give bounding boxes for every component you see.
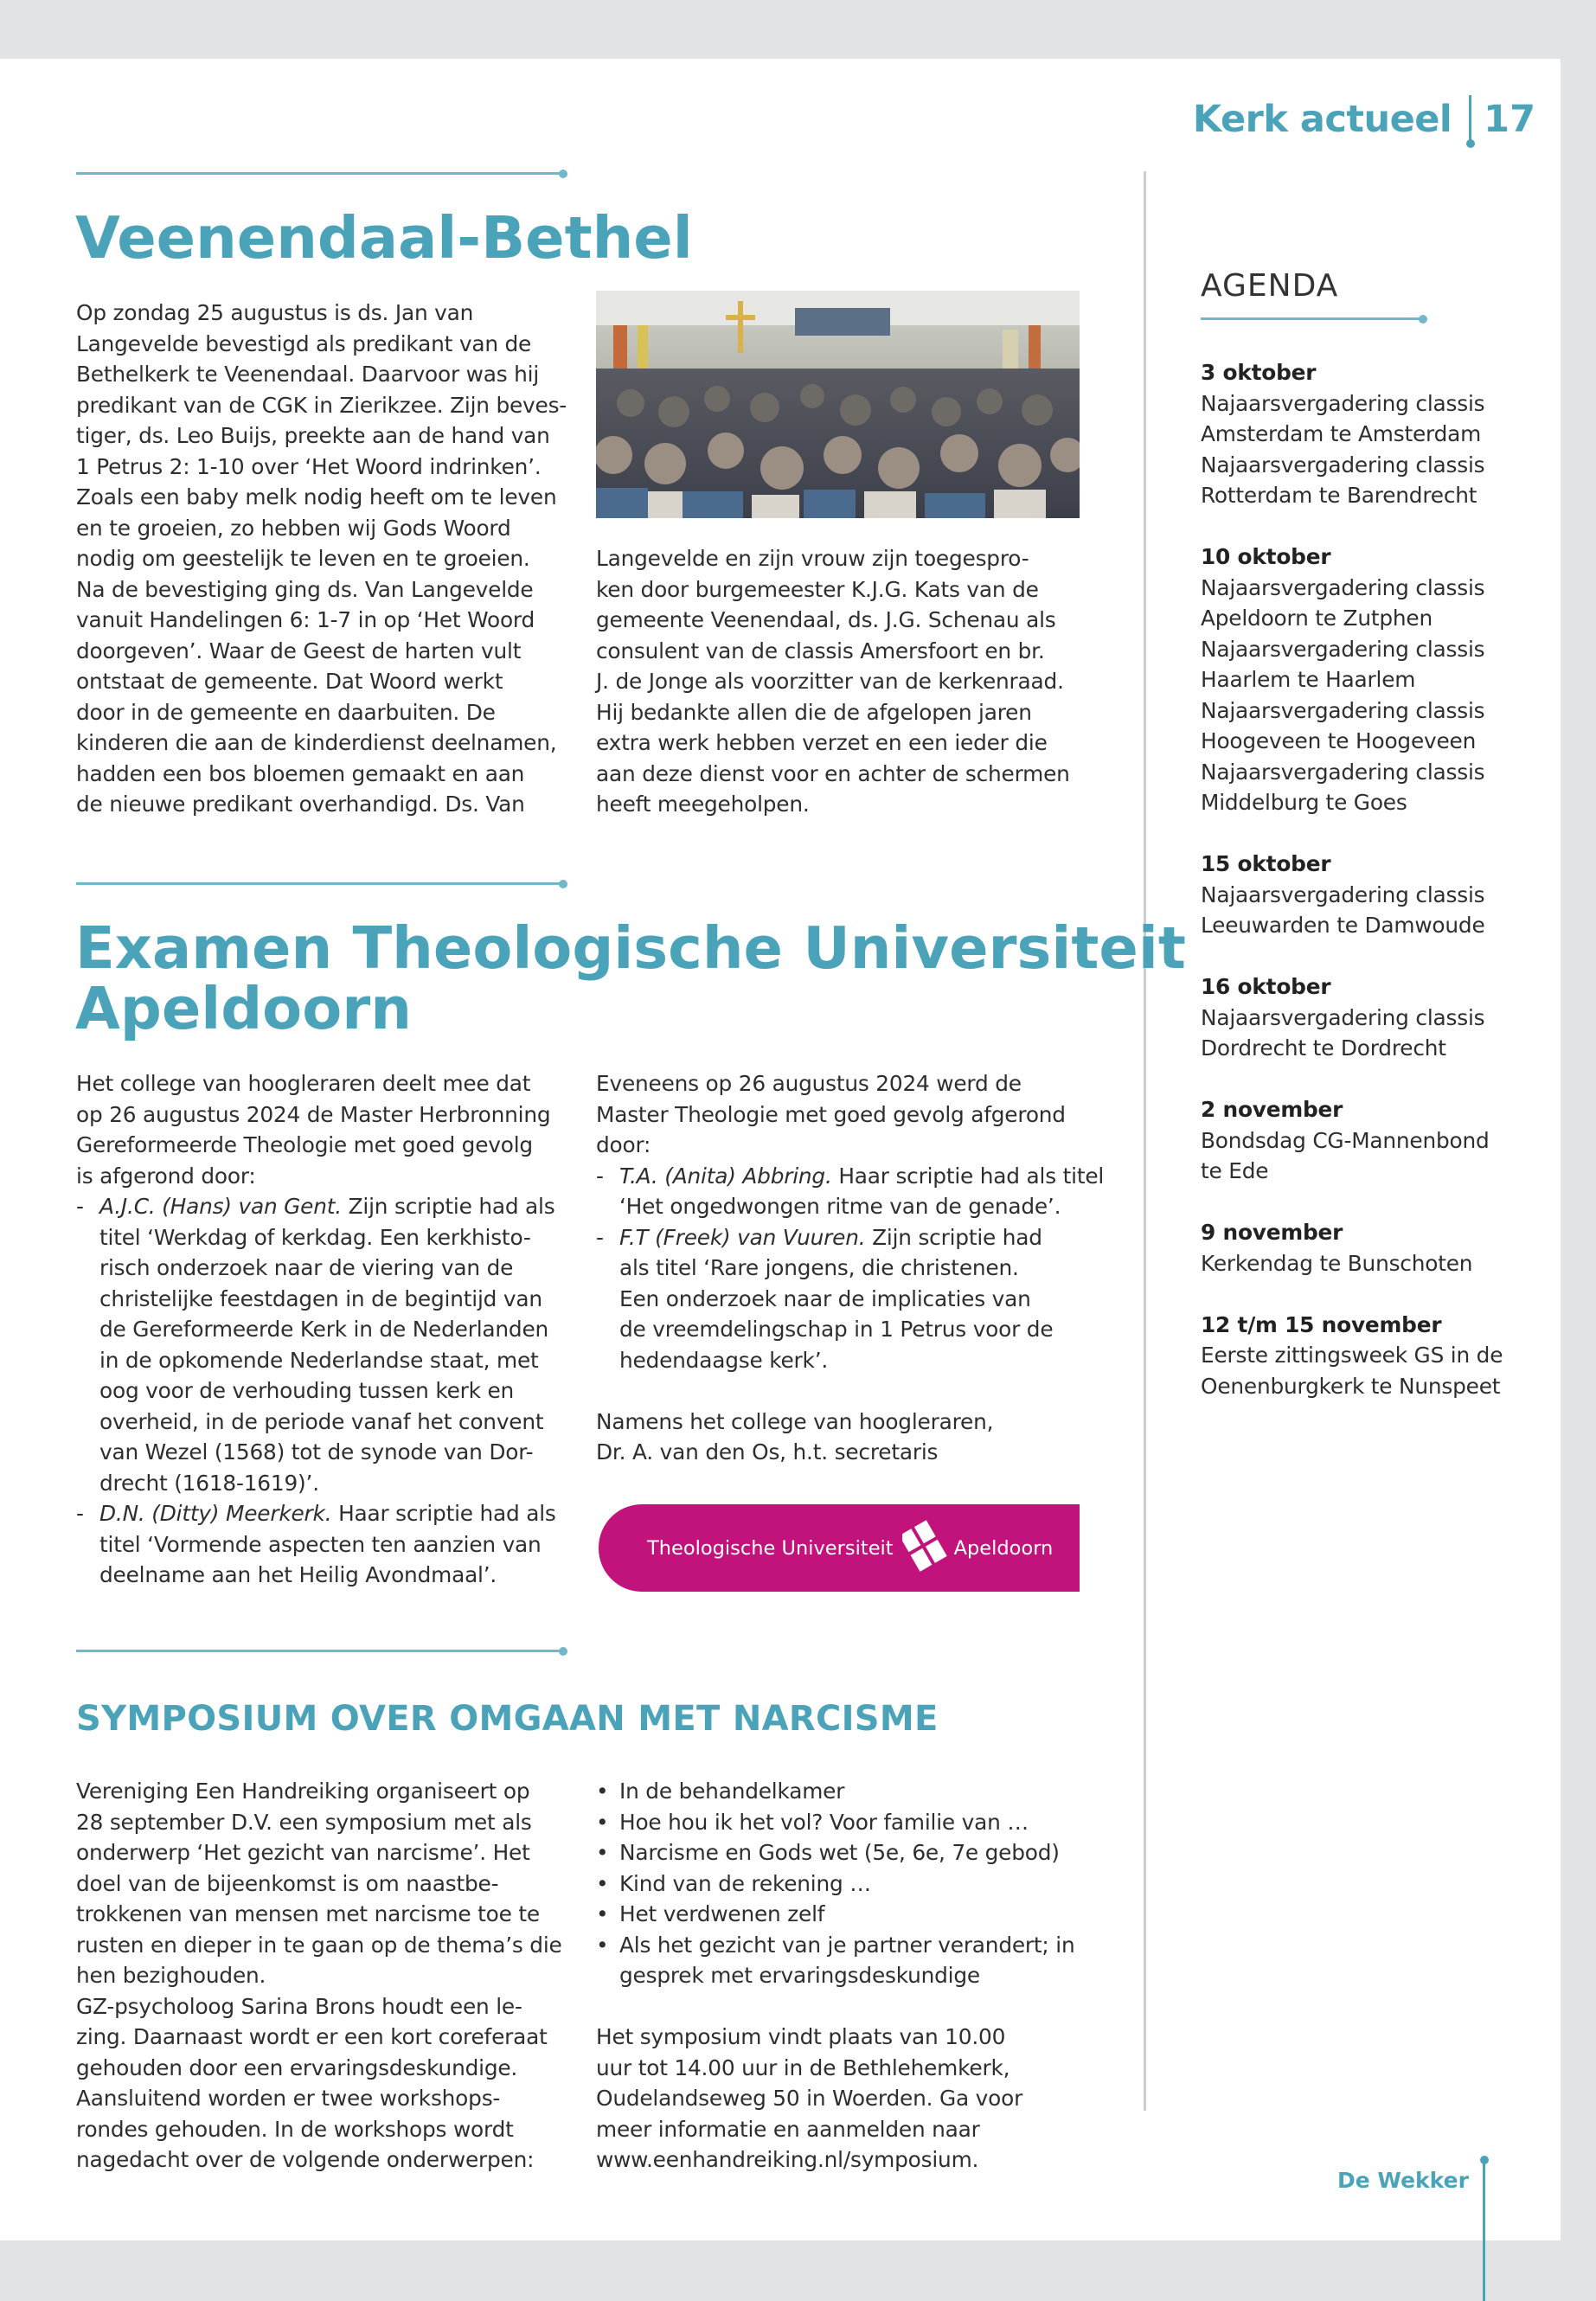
text-line: als titel ‘Rare jongens, die christenen. [619,1255,1019,1280]
page-number: 17 [1484,98,1535,141]
text-line: Haar scriptie had als titel [831,1163,1105,1189]
header-separator [1469,95,1471,144]
article2-right-column [596,1068,1115,1468]
text-line: van Wezel (1568) tot de synode van Dor- [99,1439,534,1465]
text-line: is afgerond door: [76,1163,256,1189]
text-line: gemeente Veenendaal, ds. J.G. Schenau als [596,607,1056,632]
text-line: Gereformeerde Theologie met goed gevolg [76,1132,533,1157]
text-line: hedendaagse kerk’. [619,1347,829,1373]
text-line: door: [596,1132,651,1157]
text-line: Najaarsvergadering classis [1201,759,1485,785]
article-title-line1: Examen Theologische Universiteit [75,914,1186,982]
text-line: ken door burgemeester K.J.G. Kats van de [596,576,1039,602]
text-line: doel van de bijeenkomst is om naastbe- [76,1870,499,1896]
magazine-name: De Wekker [1337,2168,1469,2193]
text-line: rondes gehouden. In de workshops wordt [76,2116,514,2142]
article3-left-column [76,1776,586,2176]
text-line: Najaarsvergadering classis [1201,881,1485,907]
text-line: In de behandelkamer [619,1779,845,1804]
text-line: de vreemdelingschap in 1 Petrus voor de [619,1317,1054,1342]
text-line: Kerkendag te Bunschoten [1201,1250,1473,1276]
section-rule [76,882,564,885]
text-line: 28 september D.V. een symposium met als [76,1809,532,1835]
text-line: overheid, in de periode vanaf het convent [99,1408,544,1434]
text-line: Apeldoorn te Zutphen [1201,606,1433,631]
text-line: Najaarsvergadering classis [1201,574,1485,600]
graduate-name: D.N. (Ditty) Meerkerk. [99,1501,332,1526]
text-line: door in de gemeente en daarbuiten. De [76,699,496,725]
event-date: 12 t/m 15 november [1201,1311,1442,1337]
article1-left-column [76,298,578,820]
graduate-name: F.T (Freek) van Vuuren. [619,1224,866,1250]
workshop-list [596,1776,1115,1991]
text-line: drecht (1618-1619)’. [99,1470,319,1496]
church-service-photo [596,291,1080,518]
graduate-name: A.J.C. (Hans) van Gent. [99,1194,342,1219]
text-line: 1 Petrus 2: 1-10 over ‘Het Woord indrinken’. [76,453,542,479]
text-line: titel ‘Werkdag of kerkdag. Een kerkhisto- [99,1224,531,1250]
agenda-event [1201,1217,1547,1279]
event-date: 3 oktober [1201,360,1317,385]
graduate-list [76,1191,586,1591]
text-line: te Ede [1201,1158,1269,1183]
text-line: uur tot 14.00 uur in de Bethlehemkerk, [596,2054,1010,2080]
tua-logo [599,1504,1080,1592]
text-line: predikant van de CGK in Zierikzee. Zijn beves- [76,392,567,418]
text-line: rusten en dieper in te gaan op de thema’s die [76,1932,562,1958]
agenda-event [1201,1310,1547,1402]
text-line: Najaarsvergadering classis [1201,390,1485,416]
event-date: 9 november [1201,1220,1343,1245]
text-line: Narcisme en Gods wet (5e, 6e, 7e gebod) [619,1840,1060,1865]
text-line: Hoogeveen te Hoogeveen [1201,728,1477,753]
text-line: Master Theologie met goed gevolg afgerond [596,1101,1066,1127]
text-line: risch onderzoek naar de viering van de [99,1255,514,1280]
text-line: ‘Het ongedwongen ritme van de genade’. [619,1194,1061,1219]
list-item: - F.T (Freek) van Vuuren. Zijn scriptie had als titel ‘Rare jongens, die christenen. Een onderzoek naar de implicaties van de vreemdelingschap in 1 Petrus voor de hedendaagse kerk’. [596,1224,1054,1373]
text-line: Het college van hoogleraren deelt mee dat [76,1071,531,1096]
text-line: trokkenen van mensen met narcisme toe te [76,1901,540,1926]
graduate-name: T.A. (Anita) Abbring. [619,1163,832,1189]
text-line: Amsterdam te Amsterdam [1201,421,1482,446]
text-line: zing. Daarnaast wordt er een kort coreferaat [76,2024,548,2049]
agenda-event [1201,849,1547,941]
list-item: • Als het gezicht van je partner verandert; in gesprek met ervaringsdeskundige [596,1932,1075,1988]
text-line: Haarlem te Haarlem [1201,667,1416,692]
text-line: Na de bevestiging ging ds. Van Langevelde [76,576,534,602]
text-line: Zijn scriptie had als [341,1194,555,1219]
text-line: Haar scriptie had als [331,1501,556,1526]
agenda-list [1201,357,1547,1433]
agenda-event [1201,1094,1547,1187]
list-item: • Het verdwenen zelf [596,1901,825,1926]
agenda-event [1201,357,1547,511]
text-line: Oudelandseweg 50 in Woerden. Ga voor [596,2086,1023,2111]
section-rule [76,172,564,175]
event-date: 15 oktober [1201,851,1331,876]
text-line: Rotterdam te Barendrecht [1201,483,1477,508]
text-line: Eveneens op 26 augustus 2024 werd de [596,1071,1022,1096]
event-date: 16 oktober [1201,974,1331,999]
text-line: op 26 augustus 2024 de Master Herbronning [76,1101,551,1127]
list-item: - A.J.C. (Hans) van Gent. Zijn scriptie had als titel ‘Werkdag of kerkdag. Een kerkhisto- risch onderzoek naar de viering van de christelijke feestdagen in de begintijd van de Gereformeerde Kerk in de Nederlanden in de opkomende Nederlandse staat, met oog voor de verhouding tussen kerk en overheid, in de periode vanaf het convent van Wezel (1568) tot de synode van Dor- drecht (1618-1619)’. [76,1194,555,1496]
text-line: Najaarsvergadering classis [1201,636,1485,662]
text-line: hadden een bos bloemen gemaakt en aan [76,760,525,786]
list-item: • Narcisme en Gods wet (5e, 6e, 7e gebod) [596,1840,1060,1865]
event-date: 10 oktober [1201,544,1331,569]
text-line: Kind van de rekening … [619,1870,871,1896]
list-item: • In de behandelkamer [596,1779,845,1804]
text-line: tiger, ds. Leo Buijs, preekte aan de hand van [76,423,550,448]
column-divider [1144,171,1146,2111]
section-title: Kerk actueel [1192,98,1452,141]
text-line: consulent van de classis Amersfoort en br. [596,638,1045,663]
text-line: Middelburg te Goes [1201,790,1407,815]
text-line: Een onderzoek naar de implicaties van [619,1285,1031,1311]
list-item: - T.A. (Anita) Abbring. Haar scriptie had als titel ‘Het ongedwongen ritme van de genade’. [596,1163,1105,1219]
website-link[interactable]: www.eenhandreiking.nl/symposium. [596,2147,979,2172]
text-line: nagedacht over de volgende onderwerpen: [76,2147,535,2172]
section-rule [76,1650,564,1652]
text-line: Najaarsvergadering classis [1201,1004,1485,1030]
text-line: onderwerp ‘Het gezicht van narcisme’. Het [76,1840,530,1865]
agenda-event [1201,542,1547,818]
text-line: gesprek met ervaringsdeskundige [619,1963,980,1988]
text-line: kinderen die aan de kinderdienst deelnamen, [76,730,557,755]
logo-text-left: Theologische Universiteit [647,1536,894,1560]
article3-right-column [596,1776,1115,2176]
text-line: Vereniging Een Handreiking organiseert op [76,1779,530,1804]
article-title-line2: Apeldoorn [75,975,412,1042]
text-line: Hij bedankte allen die de afgelopen jaren [596,699,1032,725]
agenda-rule [1201,317,1424,320]
list-item: • Kind van de rekening … [596,1870,871,1896]
text-line: nodig om geestelijk te leven en te groeien. [76,546,530,571]
page-header [1193,95,1535,144]
logo-mark-icon [902,1514,949,1583]
footer-line [1483,2159,1485,2301]
list-item: - D.N. (Ditty) Meerkerk. Haar scriptie had als titel ‘Vormende aspecten ten aanzien van deelname aan het Heilig Avondmaal’. [76,1501,556,1587]
text-line: oog voor de verhouding tussen kerk en [99,1378,515,1403]
text-line: heeft meegeholpen. [596,792,810,817]
text-line: Zoals een baby melk nodig heeft om te leven [76,484,557,510]
list-item: • Hoe hou ik het vol? Voor familie van … [596,1809,1029,1835]
text-line: J. de Jonge als voorzitter van de kerkenraad. [596,669,1064,694]
text-line: gehouden door een ervaringsdeskundige. [76,2054,518,2080]
text-line: Oenenburgkerk te Nunspeet [1201,1373,1501,1399]
text-line: hen bezighouden. [76,1963,266,1988]
text-line: titel ‘Vormende aspecten ten aanzien van [99,1531,542,1557]
event-date: 2 november [1201,1097,1343,1122]
text-line: Het verdwenen zelf [619,1901,825,1926]
text-line: GZ-psycholoog Sarina Brons houdt een le- [76,1993,522,2019]
text-line: christelijke feestdagen in de begintijd van [99,1285,542,1311]
text-line: aan deze dienst voor en achter de schermen [596,760,1070,786]
text-line: Op zondag 25 augustus is ds. Jan van [76,300,474,325]
article-title: SYMPOSIUM OVER OMGAAN MET NARCISME [76,1699,939,1739]
graduate-list [596,1161,1115,1376]
text-line: Zijn scriptie had [865,1224,1042,1250]
text-line: de Gereformeerde Kerk in de Nederlanden [99,1317,549,1342]
text-line: in de opkomende Nederlandse staat, met [99,1347,539,1373]
text-line: Eerste zittingsweek GS in de [1201,1343,1503,1368]
text-line: Langevelde bevestigd als predikant van de [76,330,532,356]
text-line: extra werk hebben verzet en een ieder die [596,730,1048,755]
text-line: Leeuwarden te Damwoude [1201,913,1485,938]
text-line: Dordrecht te Dordrecht [1201,1035,1446,1061]
text-line: Bondsdag CG-Mannenbond [1201,1127,1490,1153]
text-line: en te groeien, zo hebben wij Gods Woord [76,515,511,541]
article1-right-column [596,543,1115,820]
text-line: de nieuwe predikant overhandigd. Ds. Van [76,792,525,817]
text-line: doorgeven’. Waar de Geest de harten vult [76,638,522,663]
text-line: deelname aan het Heilig Avondmaal’. [99,1562,497,1587]
text-line: Dr. A. van den Os, h.t. secretaris [596,1439,939,1465]
text-line: Langevelde en zijn vrouw zijn toegespro- [596,546,1029,571]
article-title [75,914,1186,1042]
text-line: vanuit Handelingen 6: 1-7 in op ‘Het Woord [76,607,535,632]
text-line: meer informatie en aanmelden naar [596,2116,980,2142]
agenda-title: AGENDA [1201,268,1339,304]
article-title: Veenendaal-Bethel [75,204,693,272]
text-line: Het symposium vindt plaats van 10.00 [596,2024,1006,2049]
logo-text-right: Apeldoorn [953,1536,1054,1560]
text-line: Als het gezicht van je partner verandert; in [619,1932,1075,1958]
text-line: Najaarsvergadering classis [1201,697,1485,723]
text-line: Bethelkerk te Veenendaal. Daarvoor was hij [76,362,540,387]
article2-left-column [76,1068,586,1591]
agenda-event [1201,971,1547,1064]
text-line: Hoe hou ik het vol? Voor familie van … [619,1809,1029,1835]
text-line: Namens het college van hoogleraren, [596,1408,994,1434]
text-line: ontstaat de gemeente. Dat Woord werkt [76,669,503,694]
text-line: Aansluitend worden er twee workshops- [76,2086,501,2111]
text-line: Najaarsvergadering classis [1201,452,1485,478]
